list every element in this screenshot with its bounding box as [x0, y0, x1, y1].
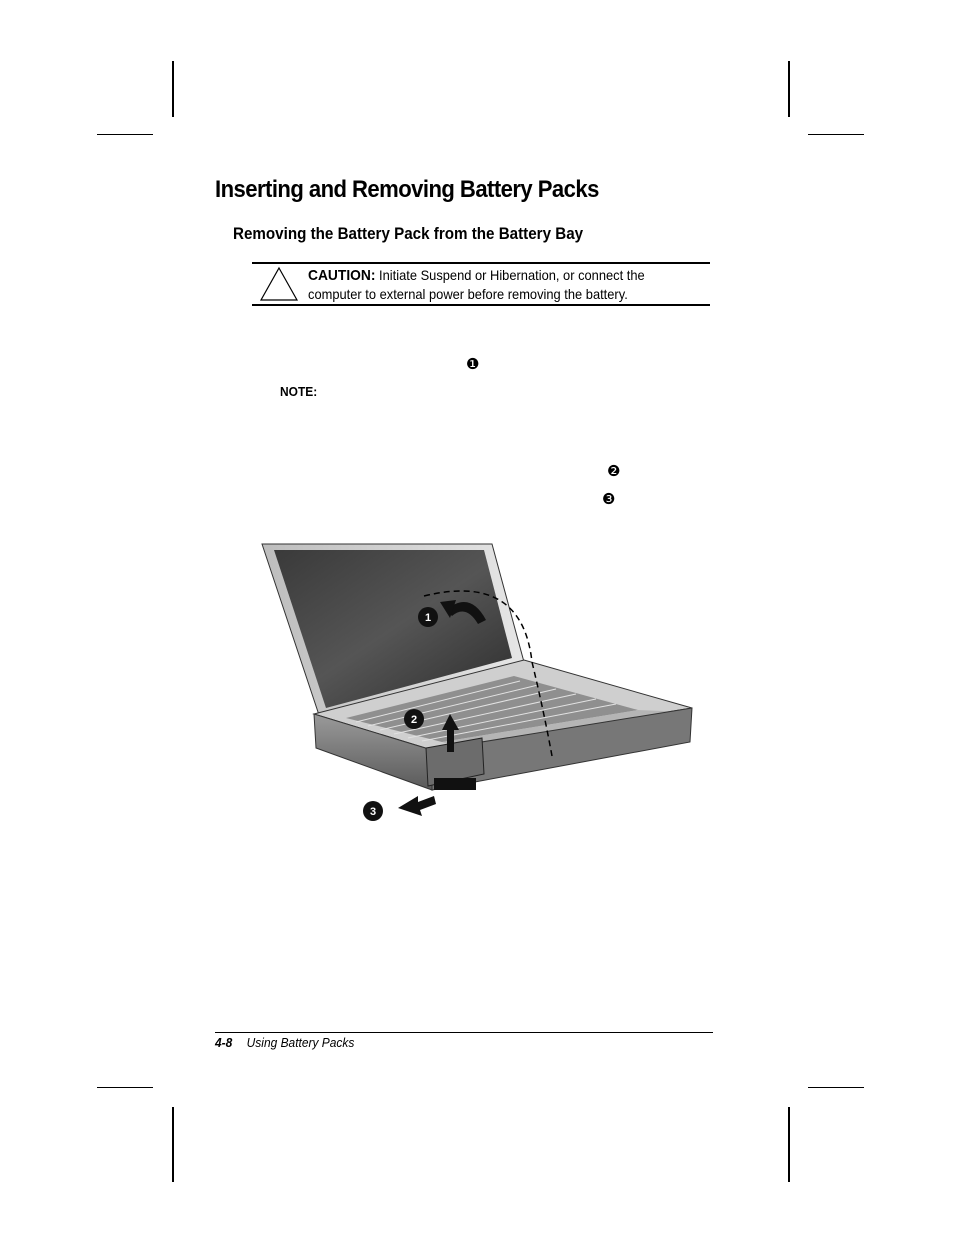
page-footer: [215, 1035, 354, 1050]
crop-mark: [97, 134, 153, 135]
figure-callout-3: 3: [369, 806, 377, 818]
crop-mark: [808, 134, 864, 135]
footer-rule: [215, 1032, 713, 1033]
callout-3: ❸: [602, 490, 616, 508]
section-title: Removing the Battery Pack from the Battery Bay: [233, 225, 584, 243]
crop-mark: [172, 61, 174, 117]
laptop-battery-removal-illustration: [252, 542, 714, 826]
crop-mark: [808, 1087, 864, 1088]
caution-label: CAUTION:: [308, 267, 376, 284]
page-title: Inserting and Removing Battery Packs: [215, 176, 599, 203]
figure-callout-2: 2: [410, 714, 418, 726]
crop-mark: [172, 1107, 174, 1182]
callout-2: ❷: [607, 462, 621, 480]
callout-1: ❶: [466, 355, 480, 373]
caution-note: [308, 266, 694, 303]
chapter-title: Using Battery Packs: [246, 1035, 355, 1050]
caution-triangle-icon: [259, 266, 299, 302]
caution-top-rule: [252, 262, 710, 264]
crop-mark: [97, 1087, 153, 1088]
page-number: 4-8: [215, 1035, 233, 1050]
crop-mark: [788, 1107, 790, 1182]
caution-body: Initiate Suspend or Hibernation, or connect the computer to external power before removing the battery.: [308, 267, 645, 302]
note-label: NOTE:: [280, 384, 318, 399]
figure-callout-1: 1: [424, 612, 432, 624]
caution-bottom-rule: [252, 304, 710, 306]
crop-mark: [788, 61, 790, 117]
